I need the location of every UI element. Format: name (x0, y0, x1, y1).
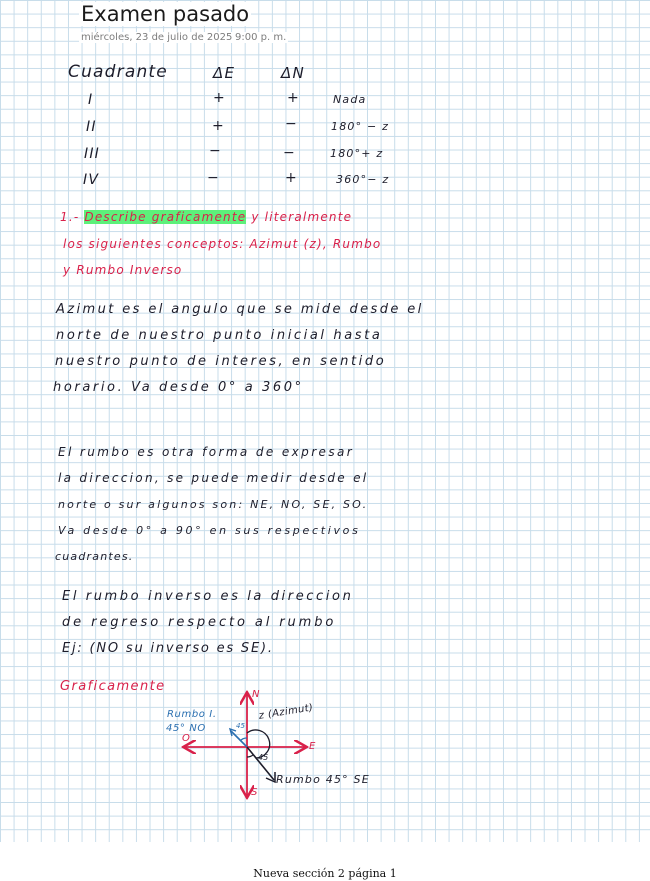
label-south: S (251, 787, 258, 798)
inverso-line-1: El rumbo inverso es la direccion (62, 589, 354, 604)
row3-rule: 180°+ z (330, 147, 384, 160)
row2-quadrant: II (86, 119, 97, 135)
azimut-line-2: norte de nuestro punto inicial hasta (56, 328, 383, 343)
inverso-line-2: de regreso respecto al rumbo (62, 615, 337, 630)
row4-quadrant: IV (83, 172, 100, 188)
page-date: miércoles, 23 de julio de 2025 (81, 32, 233, 43)
rumbo-line-5: cuadrantes. (55, 550, 134, 563)
row2-rule: 180° − z (331, 120, 390, 133)
row4-de: − (207, 170, 220, 186)
label-east: E (309, 741, 316, 752)
angle-45-small: 45 (236, 722, 245, 730)
angle-arc-no (240, 738, 247, 741)
graph-heading: Graficamente (60, 679, 166, 694)
question-number: 1.- (60, 210, 80, 224)
row2-de: + (212, 118, 225, 134)
rumbo-line-2: la direccion, se puede medir desde el (58, 471, 369, 485)
rumbo-inverso-line (231, 731, 247, 747)
highlighted-phrase: Describe graficamente (84, 210, 247, 224)
azimut-line-1: Azimut es el angulo que se mide desde el (56, 302, 424, 317)
question-line-1-rest: y literalmente (251, 210, 353, 224)
row3-de: − (209, 143, 222, 159)
rumbo-inverso-label: Rumbo I. (167, 709, 217, 720)
row1-rule: Nada (333, 93, 367, 106)
inverso-line-3: Ej: (NO su inverso es SE). (62, 641, 274, 656)
row3-dn: − (283, 145, 296, 161)
row1-quadrant: I (88, 92, 94, 108)
label-north: N (252, 689, 260, 700)
rumbo-line-3: norte o sur algunos son: NE, NO, SE, SO. (58, 498, 369, 511)
azimut-line-3: nuestro punto de interes, en sentido (55, 354, 387, 369)
row3-quadrant: III (84, 146, 100, 162)
rumbo-inverso-value: 45° NO (166, 723, 206, 734)
azimut-label: z (Azimut) (258, 702, 315, 722)
question-line-3: y Rumbo Inverso (63, 263, 183, 277)
rumbo-se-label: Rumbo 45° SE (276, 773, 370, 786)
rumbo-line-1: El rumbo es otra forma de expresar (58, 445, 355, 459)
rumbo-se-arrowhead (266, 772, 275, 782)
col-header-cuadrante: Cuadrante (68, 62, 168, 82)
page-footer: Nueva sección 2 página 1 (253, 867, 397, 880)
row1-de: + (213, 90, 226, 106)
angle-45-se: 45 (258, 753, 269, 762)
row1-dn: + (287, 90, 300, 106)
azimut-line-4: horario. Va desde 0° a 360° (53, 380, 304, 395)
rumbo-se-line (247, 747, 274, 780)
rumbo-line-4: Va desde 0° a 90° en sus respectivos (58, 524, 361, 537)
label-west: O (182, 733, 190, 744)
row4-dn: + (285, 170, 298, 186)
row2-dn: − (285, 116, 298, 132)
col-header-delta-n: ΔN (281, 64, 305, 82)
col-header-delta-e: ΔE (213, 64, 236, 82)
page-title: Examen pasado (81, 2, 250, 26)
page-time: 9:00 p. m. (235, 32, 287, 43)
question-line-2: los siguientes conceptos: Azimut (z), Rumbo (63, 237, 382, 251)
row4-rule: 360°− z (336, 173, 390, 186)
